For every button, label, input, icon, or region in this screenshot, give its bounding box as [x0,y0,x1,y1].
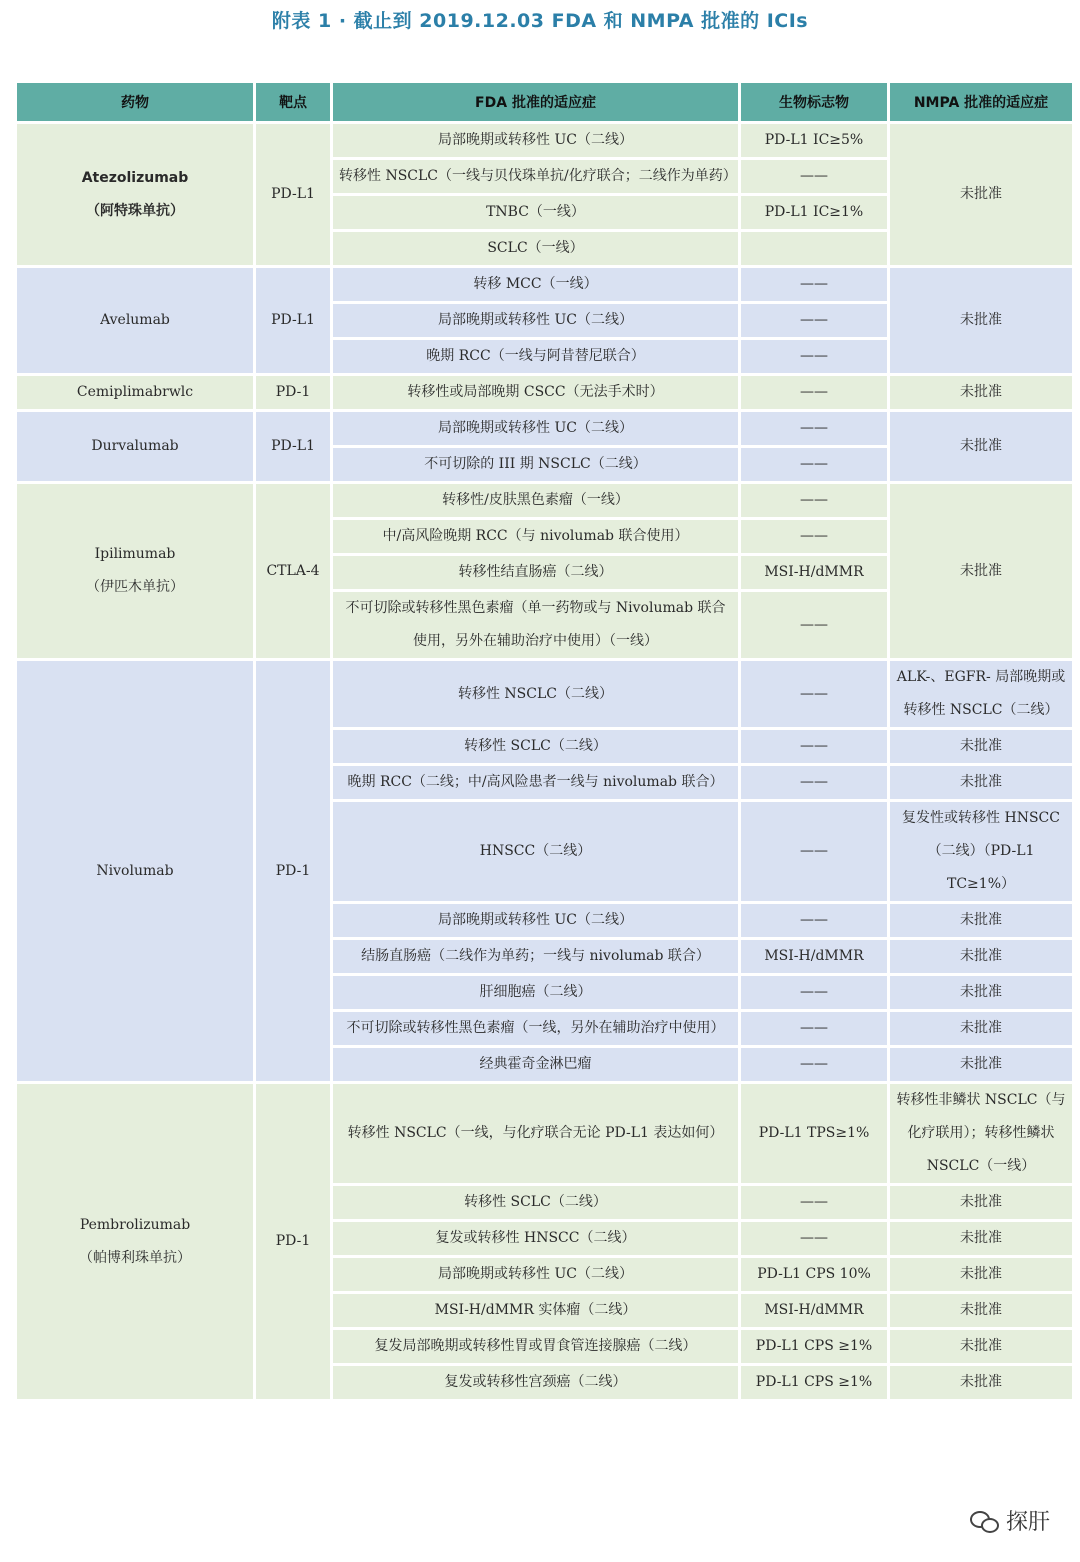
indication-cell: 复发或转移性宫颈癌（二线） [333,1366,738,1399]
table-row [17,268,1072,301]
biomarker-cell: PD-L1 TPS≥1% [741,1084,887,1183]
table-row [17,1084,1072,1183]
nmpa-cell: 未批准 [890,268,1072,373]
nmpa-cell: 未批准 [890,1186,1072,1219]
indication-cell: 转移性/皮肤黑色素瘤（一线） [333,484,738,517]
drug-cell-durvalumab: Durvalumab [17,412,253,481]
indication-cell: 转移性 SCLC（二线） [333,730,738,763]
indication-cell: 转移 MCC（一线） [333,268,738,301]
indication-cell: 转移性 NSCLC（一线与贝伐珠单抗/化疗联合；二线作为单药） [333,160,738,193]
biomarker-cell: PD-L1 IC≥1% [741,196,887,229]
drug-name: Ipilimumab [94,546,176,562]
biomarker-cell: —— [741,448,887,481]
indication-cell: 转移性 SCLC（二线） [333,1186,738,1219]
biomarker-cell: —— [741,160,887,193]
drug-cell-nivolumab: Nivolumab [17,661,253,1081]
table-row [17,376,1072,409]
nmpa-cell: 未批准 [890,1330,1072,1363]
nmpa-cell: 未批准 [890,940,1072,973]
indication-cell: 晚期 RCC（一线与阿昔替尼联合） [333,340,738,373]
biomarker-cell: PD-L1 CPS ≥1% [741,1330,887,1363]
indication-cell: 复发或转移性 HNSCC（二线） [333,1222,738,1255]
biomarker-cell: —— [741,661,887,727]
indication-cell: 不可切除或转移性黑色素瘤（一线，另外在辅助治疗中使用） [333,1012,738,1045]
indication-cell: TNBC（一线） [333,196,738,229]
header-row [17,83,1072,121]
indication-cell: 转移性结直肠癌（二线） [333,556,738,589]
biomarker-cell: —— [741,802,887,901]
indication-cell: 复发局部晚期或转移性胃或胃食管连接腺癌（二线） [333,1330,738,1363]
table-row [17,484,1072,517]
biomarker-cell: PD-L1 IC≥5% [741,124,887,157]
biomarker-cell: —— [741,730,887,763]
indication-cell: 结肠直肠癌（二线作为单药；一线与 nivolumab 联合） [333,940,738,973]
indication-cell: 中/高风险晚期 RCC（与 nivolumab 联合使用） [333,520,738,553]
nmpa-cell: 复发性或转移性 HNSCC（二线）（PD-L1 TC≥1%） [890,802,1072,901]
drug-cell-avelumab: Avelumab [17,268,253,373]
indication-cell: 局部晚期或转移性 UC（二线） [333,412,738,445]
table-row [17,412,1072,445]
nmpa-cell: ALK-、EGFR- 局部晚期或转移性 NSCLC（二线） [890,661,1072,727]
drug-cell-ipilimumab [17,484,253,658]
nmpa-cell: 未批准 [890,412,1072,481]
biomarker-cell: —— [741,766,887,799]
drug-cell-atezolizumab [17,124,253,265]
indication-cell: 转移性 NSCLC（二线） [333,661,738,727]
biomarker-cell: —— [741,1012,887,1045]
nmpa-cell: 未批准 [890,730,1072,763]
nmpa-cell: 转移性非鳞状 NSCLC（与化疗联用）；转移性鳞状 NSCLC（一线） [890,1084,1072,1183]
nmpa-cell: 未批准 [890,976,1072,1009]
drug-cn-name: （帕博利珠单抗） [79,1249,191,1266]
biomarker-cell: MSI-H/dMMR [741,940,887,973]
target-cell: PD-1 [256,661,330,1081]
nmpa-cell: 未批准 [890,124,1072,265]
biomarker-cell: —— [741,268,887,301]
indication-cell: 经典霍奇金淋巴瘤 [333,1048,738,1081]
biomarker-cell: —— [741,1222,887,1255]
biomarker-cell: —— [741,1048,887,1081]
table-title: 附表 1 · 截止到 2019.12.03 FDA 和 NMPA 批准的 ICIs [271,10,809,32]
nmpa-cell: 未批准 [890,1012,1072,1045]
biomarker-cell: —— [741,592,887,658]
biomarker-cell [741,232,887,265]
nmpa-cell: 未批准 [890,1048,1072,1081]
target-cell: PD-L1 [256,268,330,373]
drug-cn-name: （伊匹木单抗） [86,579,184,595]
header-fda: FDA 批准的适应症 [333,83,738,121]
target-cell: PD-L1 [256,124,330,265]
nmpa-cell: 未批准 [890,766,1072,799]
drug-cell-pembrolizumab [17,1084,253,1399]
biomarker-cell: —— [741,304,887,337]
indication-cell: 局部晚期或转移性 UC（二线） [333,124,738,157]
target-cell: PD-1 [256,376,330,409]
target-cell: PD-1 [256,1084,330,1399]
table-row [17,124,1072,157]
ici-table [14,80,1075,1402]
nmpa-cell: 未批准 [890,1366,1072,1399]
indication-cell: SCLC（一线） [333,232,738,265]
nmpa-cell: 未批准 [890,1258,1072,1291]
nmpa-cell: 未批准 [890,376,1072,409]
wechat-icon [970,1509,1000,1533]
indication-cell: 转移性 NSCLC（一线，与化疗联合无论 PD-L1 表达如何） [333,1084,738,1183]
indication-cell: HNSCC（二线） [333,802,738,901]
target-cell: CTLA-4 [256,484,330,658]
indication-cell: 不可切除或转移性黑色素瘤（单一药物或与 Nivolumab 联合使用，另外在辅助治疗中使用）（一线） [333,592,738,658]
biomarker-cell: —— [741,340,887,373]
biomarker-cell: MSI-H/dMMR [741,1294,887,1327]
biomarker-cell: —— [741,904,887,937]
biomarker-cell: —— [741,484,887,517]
indication-cell: 局部晚期或转移性 UC（二线） [333,304,738,337]
nmpa-cell: 未批准 [890,1294,1072,1327]
indication-cell: 转移性或局部晚期 CSCC（无法手术时） [333,376,738,409]
target-cell: PD-L1 [256,412,330,481]
biomarker-cell: —— [741,412,887,445]
biomarker-cell: —— [741,976,887,1009]
table-row [17,661,1072,727]
nmpa-cell: 未批准 [890,1222,1072,1255]
indication-cell: 局部晚期或转移性 UC（二线） [333,1258,738,1291]
indication-cell: 不可切除的 III 期 NSCLC（二线） [333,448,738,481]
indication-cell: 局部晚期或转移性 UC（二线） [333,904,738,937]
biomarker-cell: MSI-H/dMMR [741,556,887,589]
header-nmpa: NMPA 批准的适应症 [890,83,1072,121]
biomarker-cell: PD-L1 CPS 10% [741,1258,887,1291]
drug-cell-cemiplimab: Cemiplimabrwlc [17,376,253,409]
watermark [970,1505,1050,1536]
watermark-text: 探肝 [1005,1510,1050,1535]
biomarker-cell: —— [741,376,887,409]
nmpa-cell: 未批准 [890,484,1072,658]
header-biomarker: 生物标志物 [741,83,887,121]
drug-name: Atezolizumab [81,169,189,186]
indication-cell: 肝细胞癌（二线） [333,976,738,1009]
nmpa-cell: 未批准 [890,904,1072,937]
header-drug: 药物 [17,83,253,121]
drug-name: Pembrolizumab [79,1216,191,1233]
biomarker-cell: PD-L1 CPS ≥1% [741,1366,887,1399]
biomarker-cell: —— [741,1186,887,1219]
drug-cn-name: （阿特珠单抗） [86,202,184,219]
indication-cell: 晚期 RCC（二线；中/高风险患者一线与 nivolumab 联合） [333,766,738,799]
biomarker-cell: —— [741,520,887,553]
header-target: 靶点 [256,83,330,121]
indication-cell: MSI-H/dMMR 实体瘤（二线） [333,1294,738,1327]
